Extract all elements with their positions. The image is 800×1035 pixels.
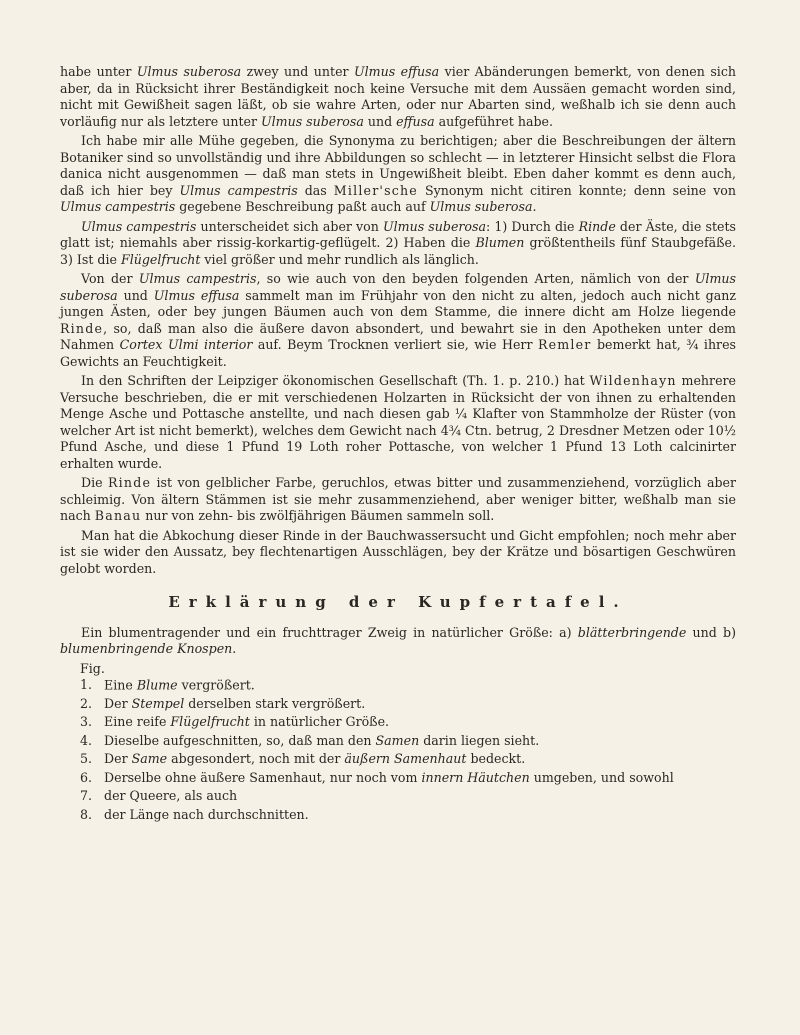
spaced-name: Rinde	[60, 320, 104, 336]
text-run: vergrößert.	[177, 677, 255, 692]
text-run: der Länge nach durchschnitten.	[104, 806, 309, 822]
text-run: auf. Beym Trocknen verliert sie, wie Herr	[252, 337, 538, 352]
text-run: zwey und unter	[241, 64, 355, 79]
latin-name: Ulmus suberosa	[60, 271, 736, 303]
text-run: aufgeführet habe.	[434, 113, 553, 129]
paragraph-1	[60, 64, 736, 130]
text-run: Eine	[104, 677, 137, 692]
emphasis: äußern Samenhaut	[344, 751, 467, 766]
text-run: darin liegen sieht.	[419, 732, 540, 748]
text-run: Dieselbe aufgeschnitten, so, daß man den	[104, 732, 376, 748]
text-run: Man hat die Abkochung dieser Rinde in der Bauchwassersucht und Gicht empfohlen; noch mehr aber ist sie wider den Aussatz, bey flechtenartigen Ausschlägen, bey der Krätze und bösartigen Geschwüren gelobt worden.	[60, 527, 736, 576]
paragraph-3	[60, 219, 736, 269]
figure-item	[60, 733, 736, 750]
figure-number: 7.	[80, 788, 93, 803]
text-run: Synonym nicht citiren konnte; denn seine von	[417, 182, 737, 198]
text-run: Von der	[81, 271, 139, 286]
figure-number: 4.	[80, 732, 93, 748]
latin-name: Ulmus suberosa	[383, 218, 486, 234]
text-run: Die	[81, 475, 108, 490]
spaced-name: Remler	[537, 337, 592, 352]
latin-name: Ulmus suberosa	[136, 64, 242, 79]
emphasis: Flügelfrucht	[120, 251, 201, 267]
figure-item	[60, 807, 736, 824]
text-run: der Queere, als auch	[104, 788, 238, 803]
text-run: in natürlicher Größe.	[249, 714, 390, 729]
text-run: viel größer und mehr rundlich als länglich.	[200, 251, 479, 267]
text-run: umgeben, und sowohl	[529, 769, 674, 785]
paragraph-4	[60, 271, 736, 370]
emphasis: innern Häutchen	[421, 769, 530, 785]
figure-item	[60, 751, 736, 768]
text-run: unterscheidet sich aber von	[196, 218, 384, 234]
figure-number: 5.	[80, 751, 93, 766]
emphasis: blätterbringende	[577, 624, 687, 640]
figure-number: 6.	[80, 769, 93, 785]
text-run: Eine reife	[104, 714, 171, 729]
latin-name: Ulmus campestris	[81, 218, 197, 234]
text-run: mehrere Versuche beschrieben, die er mit verschiedenen Holzarten in Rücksicht der von ihnen zu erhaltenden Menge Asche und Pottasche anstellte, und nach diesen gab ¼ Klafter von Stammholze der Rüster (von welcher Art ist nicht bemerkt), welches dem Gewicht nach 4¾ Ctn. betrug, 2 Dresdner Metzen oder 10½ Pfund Asche, und diese 1 Pfund 19 Loth roher Pottasche, von welcher 1 Pfund 13 Loth calcinirter erhalten wurde.	[60, 373, 736, 471]
text-run: Der	[104, 751, 132, 766]
text-run: sammelt man im Frühjahr von den nicht zu alten, jedoch auch nicht ganz jungen Ästen, oder bey jungen Bäumen auch von dem Stamme, die innere dicht am Holze liegende	[60, 287, 736, 319]
figure-number: Fig. 1.	[80, 660, 105, 692]
text-run: ist von gelblicher Farbe, geruchlos, etwas bitter und zusammenziehend, vorzüglich aber schleimig. Von ältern Stämmen ist sie mehr zusammenziehend, aber weniger bitter, weßhalb man sie nach	[60, 475, 736, 523]
figure-item	[60, 696, 736, 713]
emphasis: Samen	[375, 732, 420, 748]
spaced-name: Banau	[94, 508, 142, 523]
emphasis: Same	[131, 751, 168, 766]
emphasis: Flügelfrucht	[170, 714, 250, 729]
text-run: : 1) Durch die	[485, 218, 579, 234]
paragraph-5	[60, 373, 736, 472]
figure-item	[60, 788, 736, 805]
text-run: Derselbe ohne äußere Samenhaut, nur noch vom	[104, 769, 422, 785]
paragraph-8	[60, 625, 736, 658]
figure-item	[60, 714, 736, 731]
paragraph-2	[60, 133, 736, 216]
text-run: bemerkt hat, ¾ ihres Gewichts an Feuchtigkeit.	[60, 337, 736, 369]
text-run: , so, daß man also die äußere davon absondert, und bewahrt sie in den Apotheken unter dem Nahmen	[60, 320, 736, 352]
text-run: vier Abänderungen bemerkt, von denen sich aber, da in Rücksicht ihrer Beständigkeit noch keine Versuche mit dem Aussäen gemacht worden sind, nicht mit Gewißheit sagen läßt, ob sie wahre Arten, oder nur Abarten sind, weßhalb ich sie denn auch vorläufig nur als letztere unter	[60, 64, 736, 129]
text-run: Der	[104, 695, 132, 711]
latin-name: effusa	[396, 113, 435, 129]
latin-name: Ulmus campestris	[138, 271, 257, 286]
text-run: größtentheils fünf Staubgefäße. 3) Ist die	[60, 235, 736, 267]
latin-name: Ulmus suberosa	[261, 113, 364, 129]
paragraph-7	[60, 528, 736, 578]
text-run: der Äste, die stets glatt ist; niemahls aber rissig-korkartig-geflügelt. 2) Haben die	[60, 218, 737, 250]
text-run: Ein blumentragender und ein fruchttrager Zweig in natürlicher Größe: a)	[81, 624, 578, 640]
figure-number: 8.	[80, 806, 93, 822]
text-run: , so wie auch von den beyden folgenden Arten, nämlich von der	[256, 271, 695, 286]
figure-number: 3.	[80, 714, 93, 729]
page-text	[60, 64, 736, 825]
section-heading: Erklärung der Kupfertafel.	[168, 593, 628, 611]
figure-list	[60, 661, 736, 824]
text-run: und	[117, 287, 154, 303]
text-run: und b)	[686, 624, 736, 640]
figure-number: 2.	[80, 695, 93, 711]
emphasis: Blume	[136, 677, 178, 692]
latin-name: Ulmus effusa	[153, 287, 240, 303]
emphasis: Rinde	[578, 218, 616, 234]
text-run: bedeckt.	[466, 751, 526, 766]
latin-name: Ulmus campestris	[179, 182, 298, 198]
text-run: habe unter	[60, 64, 137, 79]
text-run: gegebene Beschreibung paßt auch auf	[175, 199, 430, 214]
latin-name: Ulmus effusa	[354, 64, 440, 79]
latin-name: Cortex Ulmi interior	[119, 337, 253, 352]
latin-name: Ulmus campestris	[60, 199, 176, 214]
emphasis: Blumen	[475, 235, 525, 250]
figure-item	[60, 770, 736, 787]
spaced-name: Rinde	[107, 475, 152, 490]
text-run: das	[297, 182, 334, 198]
text-run: und	[363, 113, 397, 129]
emphasis: Stempel	[131, 695, 185, 711]
spaced-name: Wildenhayn	[589, 373, 677, 388]
text-run: abgesondert, noch mit der	[167, 751, 345, 766]
text-run: In den Schriften der Leipziger ökonomischen Gesellschaft (Th. 1. p. 210.) hat	[81, 373, 590, 388]
spaced-name: Miller'sche	[333, 182, 418, 198]
text-run: Ich habe mir alle Mühe gegeben, die Synonyma zu berichtigen; aber die Beschreibungen der ältern Botaniker sind so unvollständig und ihre Abbildungen so schlecht — in letzterer Hinsicht selbst die Flora danica nicht ausgenommen — daß man stets in Ungewißheit bleibt. Eben daher kommt es denn auch, daß ich hier bey	[60, 133, 736, 198]
emphasis: blumenbringende Knospen.	[60, 641, 237, 656]
paragraph-6	[60, 475, 736, 525]
text-run: nur von zehn- bis zwölfjährigen Bäumen sammeln soll.	[141, 508, 495, 523]
latin-name: Ulmus suberosa.	[429, 199, 537, 214]
figure-item	[60, 661, 736, 694]
text-run: derselben stark vergrößert.	[184, 695, 366, 711]
